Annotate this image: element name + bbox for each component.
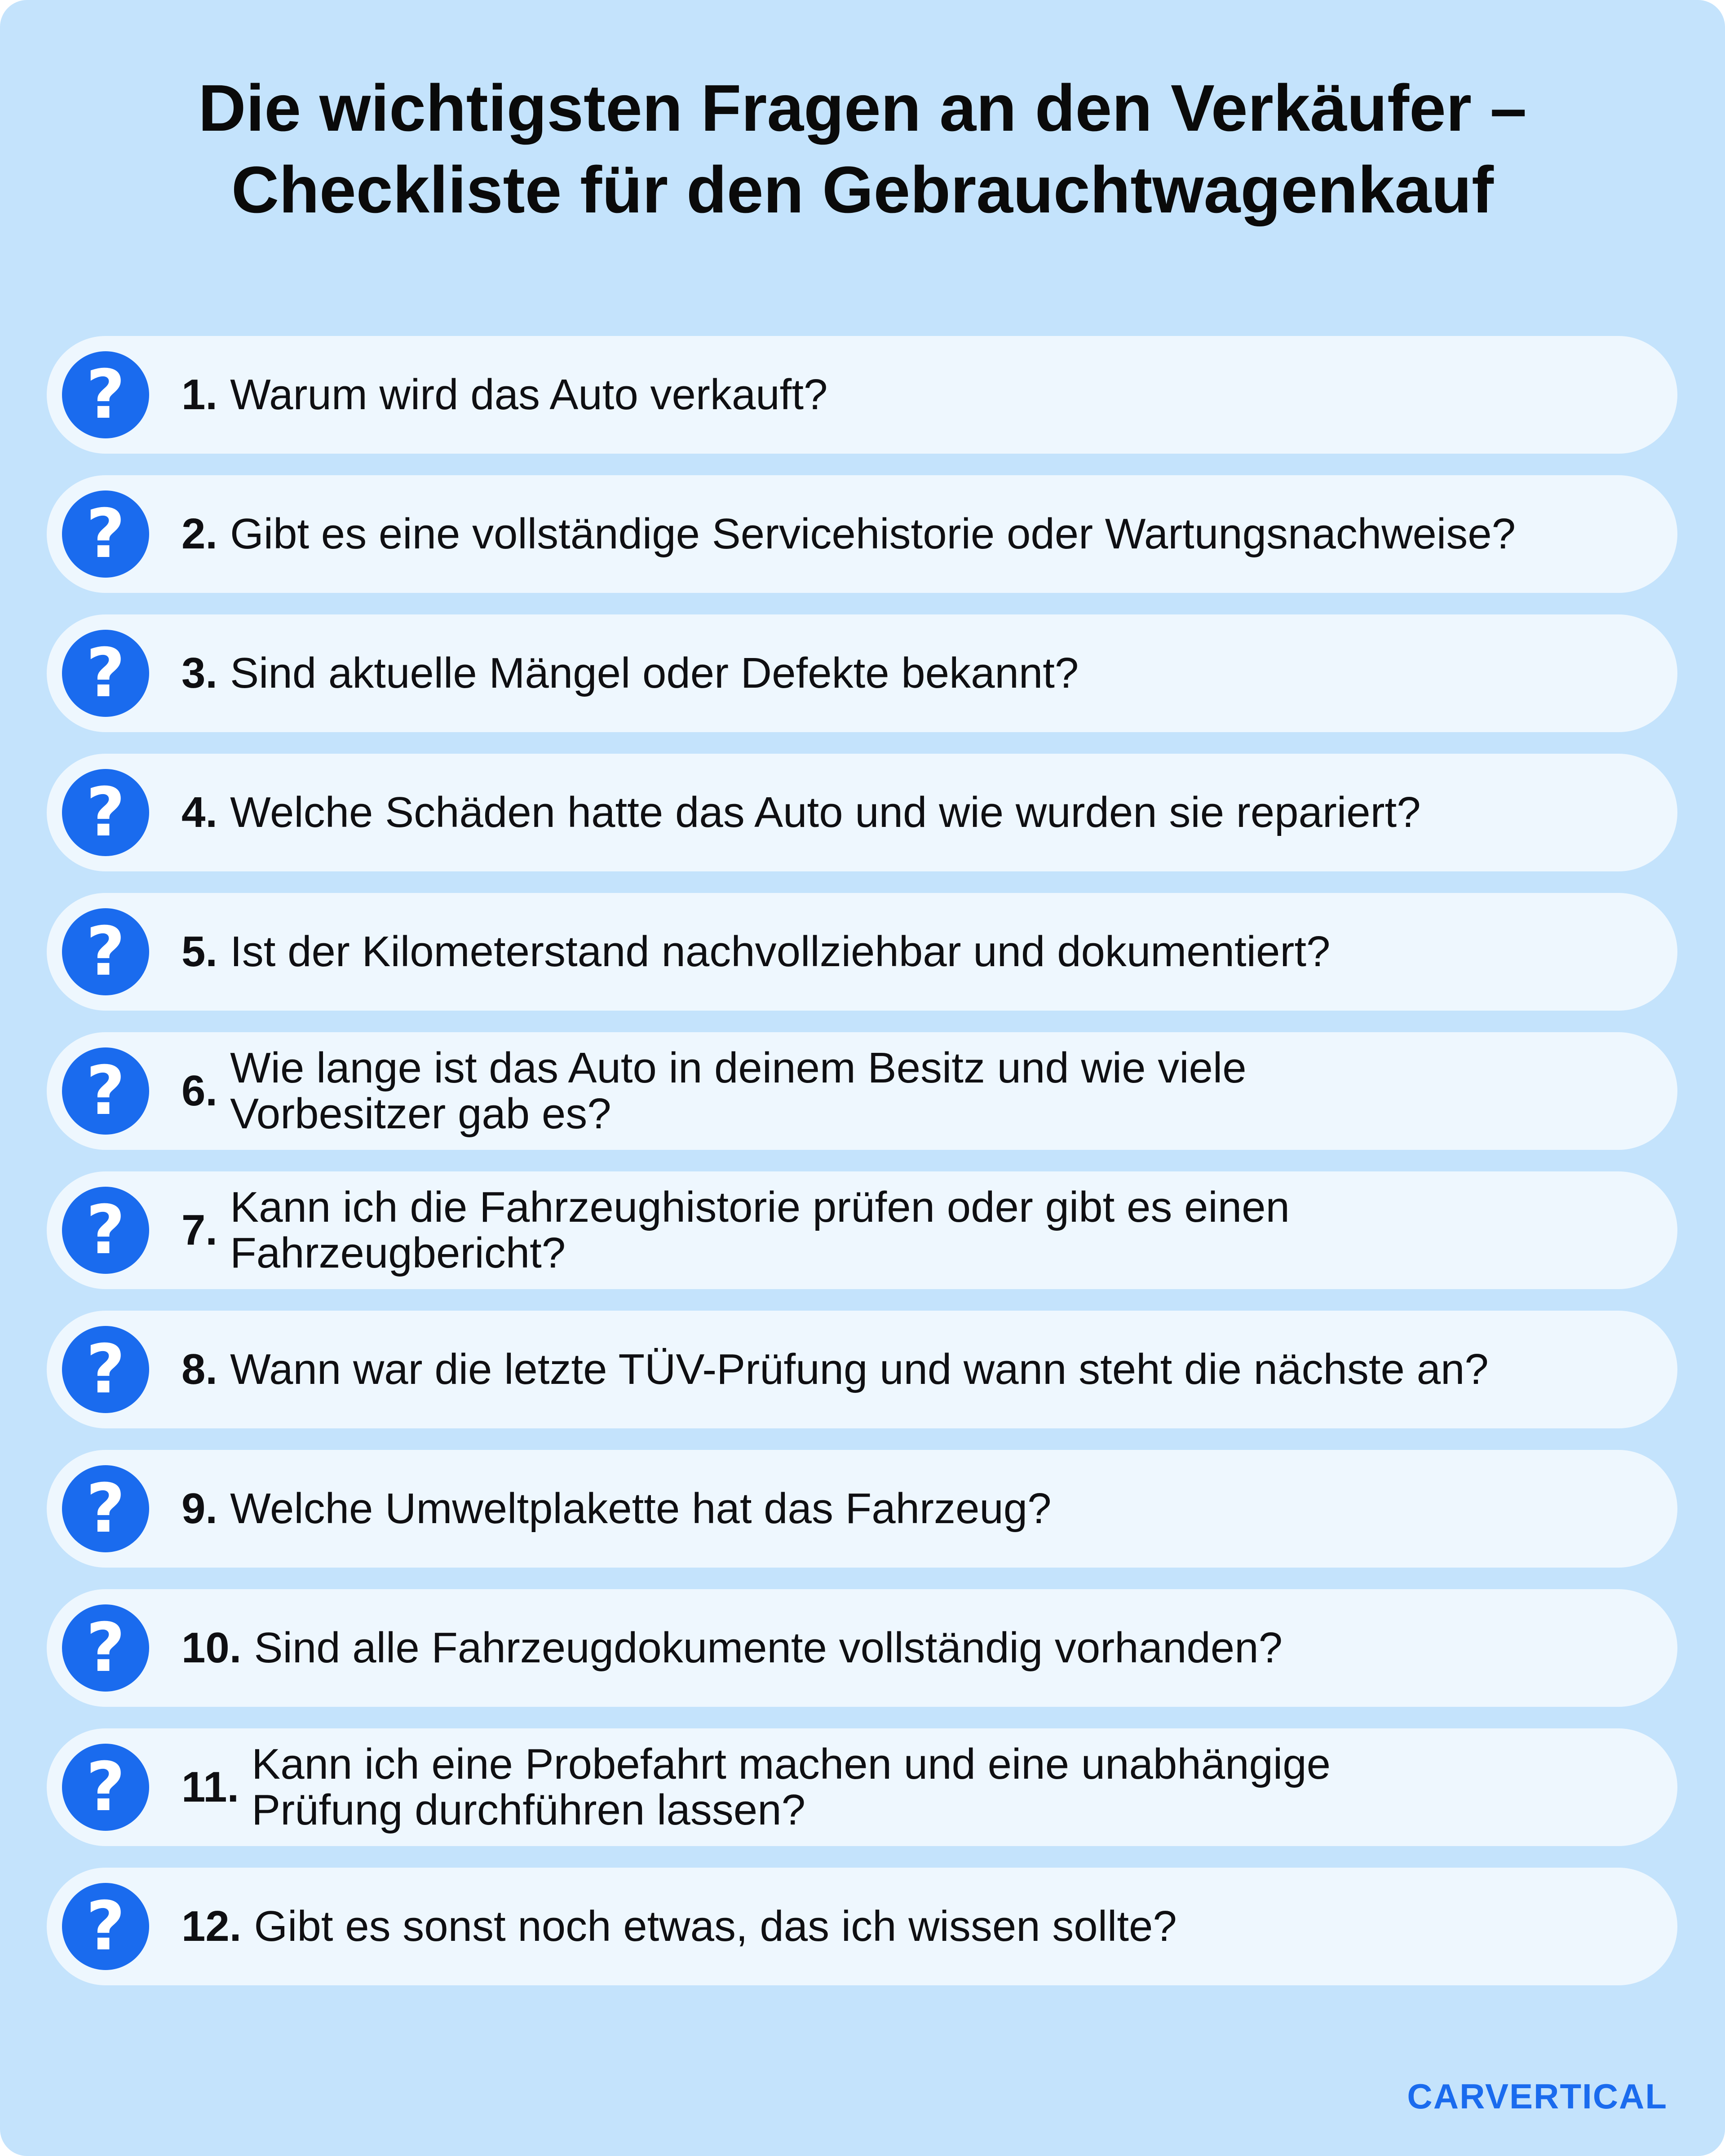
question-label: Ist der Kilometerstand nachvollziehbar und dokumentiert? xyxy=(230,928,1331,976)
page-title-line-2: Checkliste für den Gebrauchtwagenkauf xyxy=(231,153,1494,227)
question-number: 1. xyxy=(181,371,218,419)
question-number: 3. xyxy=(181,649,218,697)
question-item xyxy=(47,336,1677,454)
question-mark-icon: ? xyxy=(62,351,149,438)
question-item xyxy=(47,1868,1677,1985)
question-label: Sind alle Fahrzeugdokumente vollständig vorhanden? xyxy=(254,1624,1283,1672)
question-mark-icon: ? xyxy=(62,1187,149,1274)
question-number: 6. xyxy=(181,1067,218,1115)
question-mark-icon: ? xyxy=(62,1047,149,1135)
question-text xyxy=(181,475,1659,593)
question-number: 4. xyxy=(181,788,218,836)
question-number: 11. xyxy=(181,1763,239,1811)
question-text xyxy=(181,614,1659,732)
question-label: Wie lange ist das Auto in deinem Besitz und wie viele Vorbesitzer gab es? xyxy=(230,1044,1247,1138)
question-item xyxy=(47,754,1677,871)
question-item xyxy=(47,893,1677,1011)
question-label: Welche Schäden hatte das Auto und wie wurden sie repariert? xyxy=(230,788,1421,836)
question-label: Wann war die letzte TÜV-Prüfung und wann steht die nächste an? xyxy=(230,1345,1489,1393)
question-text xyxy=(181,336,1659,454)
question-text xyxy=(181,1728,1659,1846)
question-text xyxy=(181,1450,1659,1568)
question-item xyxy=(47,614,1677,732)
question-mark-icon: ? xyxy=(62,908,149,995)
question-item xyxy=(47,1171,1677,1289)
question-mark-icon: ? xyxy=(62,1465,149,1552)
question-text xyxy=(181,1868,1659,1985)
question-label: Sind aktuelle Mängel oder Defekte bekannt? xyxy=(230,649,1079,697)
question-number: 5. xyxy=(181,928,218,976)
question-text xyxy=(181,1032,1659,1150)
question-item xyxy=(47,1589,1677,1707)
question-number: 7. xyxy=(181,1206,218,1254)
question-number: 10. xyxy=(181,1624,242,1672)
question-text xyxy=(181,754,1659,871)
question-label: Kann ich die Fahrzeughistorie prüfen oder gibt es einen Fahrzeugbericht? xyxy=(230,1183,1290,1277)
question-mark-icon: ? xyxy=(62,1326,149,1413)
question-mark-icon: ? xyxy=(62,1744,149,1831)
question-item xyxy=(47,1728,1677,1846)
question-label: Kann ich eine Probefahrt machen und eine unabhängige Prüfung durchführen lassen? xyxy=(252,1740,1331,1834)
question-mark-icon: ? xyxy=(62,490,149,578)
question-text xyxy=(181,1589,1659,1707)
question-list xyxy=(47,336,1677,2007)
question-number: 9. xyxy=(181,1484,218,1533)
question-label: Gibt es eine vollständige Servicehistorie oder Wartungsnachweise? xyxy=(230,510,1516,558)
question-item xyxy=(47,1311,1677,1428)
page-title-line-1: Die wichtigsten Fragen an den Verkäufer – xyxy=(198,71,1527,145)
question-text xyxy=(181,893,1659,1011)
question-label: Gibt es sonst noch etwas, das ich wissen sollte? xyxy=(254,1902,1177,1950)
question-item xyxy=(47,1032,1677,1150)
question-item xyxy=(47,475,1677,593)
question-number: 8. xyxy=(181,1345,218,1393)
question-text xyxy=(181,1311,1659,1428)
question-mark-icon: ? xyxy=(62,630,149,717)
question-mark-icon: ? xyxy=(62,769,149,856)
question-number: 12. xyxy=(181,1902,242,1950)
question-number: 2. xyxy=(181,510,218,558)
page-title xyxy=(0,67,1725,231)
question-mark-icon: ? xyxy=(62,1883,149,1970)
question-label: Welche Umweltplakette hat das Fahrzeug? xyxy=(230,1484,1052,1533)
question-text xyxy=(181,1171,1659,1289)
question-mark-icon: ? xyxy=(62,1604,149,1692)
carvertical-logo: CARVERTICAL xyxy=(1407,2076,1668,2116)
question-item xyxy=(47,1450,1677,1568)
question-label: Warum wird das Auto verkauft? xyxy=(230,371,828,419)
